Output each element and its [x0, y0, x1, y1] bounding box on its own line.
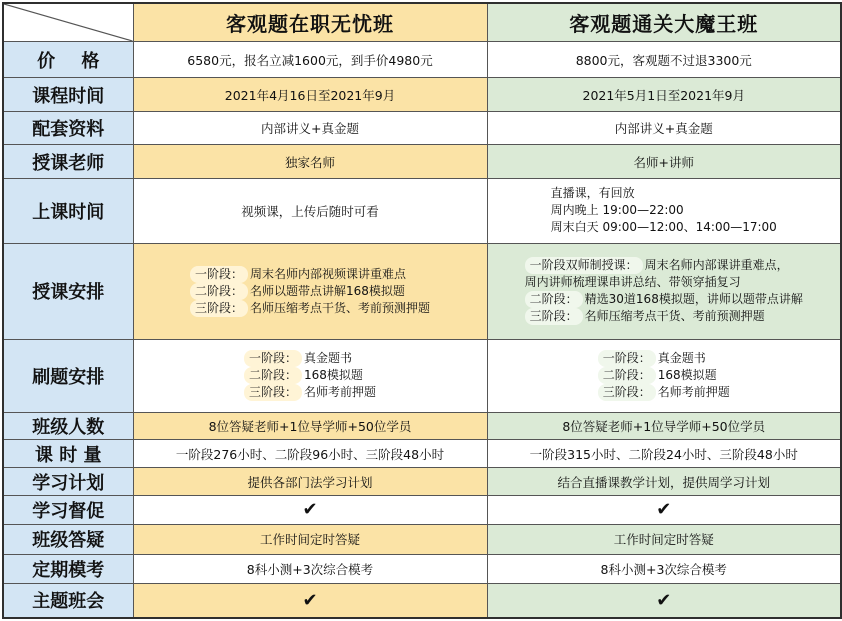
row-arrangement [3, 243, 841, 339]
row-label-materials: 配套资料 [3, 111, 133, 144]
stage-tag: 二阶段： [244, 367, 302, 384]
stage-tag: 三阶段： [525, 308, 583, 325]
hours-col1: 一阶段276小时、二阶段96小时、三阶段48小时 [133, 440, 487, 468]
row-label-price: 价 格 [3, 42, 133, 78]
schedule-line: 直播课，有回放 [550, 186, 635, 201]
practice-item: 一阶段： 真金题书 [598, 350, 730, 367]
corner-cell [3, 3, 133, 42]
row-supervision [3, 495, 841, 524]
stage-tag: 三阶段： [190, 300, 248, 317]
study-plan-col2: 结合直播课教学计划，提供周学习计划 [487, 468, 841, 495]
row-label-schedule: 上课时间 [3, 178, 133, 243]
stage-tag: 一阶段： [190, 266, 248, 283]
exams-col1: 8科小测+3次综合模考 [133, 554, 487, 583]
price-col1: 6580元，报名立减1600元，到手价4980元 [133, 42, 487, 78]
practice-item: 三阶段： 名师考前押题 [244, 384, 376, 401]
hours-col2: 一阶段315小时、二阶段24小时、三阶段48小时 [487, 440, 841, 468]
stage-tag: 一阶段： [598, 350, 656, 367]
qa-col1: 工作时间定时答疑 [133, 525, 487, 554]
stage-tag: 三阶段： [598, 384, 656, 401]
schedule-line: 周末白天 09:00—12:00、14:00—17:00 [550, 220, 777, 235]
header-row [3, 3, 841, 42]
schedule-col2 [487, 178, 841, 243]
row-meeting [3, 583, 841, 618]
stage-tag: 二阶段： [598, 367, 656, 384]
row-materials [3, 111, 841, 144]
row-qa [3, 525, 841, 554]
row-label-meeting: 主题班会 [3, 583, 133, 618]
study-plan-col1: 提供各部门法学习计划 [133, 468, 487, 495]
class-size-col1: 8位答疑老师+1位导学师+50位学员 [133, 412, 487, 439]
practice-item: 一阶段： 真金题书 [244, 350, 376, 367]
checkmark-icon: ✔ [133, 495, 487, 524]
row-study-plan [3, 468, 841, 495]
course-comparison-table [2, 2, 842, 619]
qa-col2: 工作时间定时答疑 [487, 525, 841, 554]
schedule-col1: 视频课，上传后随时可看 [133, 178, 487, 243]
stage-tag: 三阶段： [244, 384, 302, 401]
stage-tag: 二阶段： [190, 283, 248, 300]
arrangement-item: 一阶段双师制授课： 周末名师内部课讲重难点， [525, 257, 803, 274]
row-label-supervision: 学习督促 [3, 495, 133, 524]
checkmark-icon: ✔ [487, 495, 841, 524]
row-schedule [3, 178, 841, 243]
row-label-class-size: 班级人数 [3, 412, 133, 439]
checkmark-icon: ✔ [487, 583, 841, 618]
row-price [3, 42, 841, 78]
header-col1: 客观题在职无忧班 [133, 3, 487, 42]
arrangement-col2 [487, 243, 841, 339]
row-label-exams: 定期模考 [3, 554, 133, 583]
exams-col2: 8科小测+3次综合模考 [487, 554, 841, 583]
teachers-col1: 独家名师 [133, 145, 487, 178]
period-col2: 2021年5月1日至2021年9月 [487, 78, 841, 111]
schedule-line: 周内晚上 19:00—22:00 [550, 203, 684, 218]
arrangement-item: 三阶段： 名师压缩考点干货、考前预测押题 [525, 308, 803, 325]
arrangement-item: 三阶段： 名师压缩考点干货、考前预测押题 [190, 300, 430, 317]
teachers-col2: 名师+讲师 [487, 145, 841, 178]
class-size-col2: 8位答疑老师+1位导学师+50位学员 [487, 412, 841, 439]
materials-col1: 内部讲义+真金题 [133, 111, 487, 144]
arrangement-item: 二阶段： 名师以题带点讲解168模拟题 [190, 283, 430, 300]
stage-tag: 一阶段： [244, 350, 302, 367]
row-label-period: 课程时间 [3, 78, 133, 111]
row-label-teachers: 授课老师 [3, 145, 133, 178]
row-label-study-plan: 学习计划 [3, 468, 133, 495]
checkmark-icon: ✔ [133, 583, 487, 618]
row-class-size [3, 412, 841, 439]
row-period [3, 78, 841, 111]
price-col2: 8800元，客观题不过退3300元 [487, 42, 841, 78]
stage-tag: 一阶段双师制授课： [525, 257, 643, 274]
diagonal-divider [4, 4, 133, 41]
practice-item: 二阶段： 168模拟题 [244, 367, 376, 384]
practice-col1 [133, 339, 487, 412]
arrangement-item: 周内讲师梳理课串讲总结、带领穿插复习 [524, 275, 741, 290]
row-label-practice: 刷题安排 [3, 339, 133, 412]
schedule-col2-block [551, 185, 777, 236]
row-practice [3, 339, 841, 412]
arrangement-item: 一阶段： 周末名师内部视频课讲重难点 [190, 266, 430, 283]
row-hours [3, 440, 841, 468]
period-col1: 2021年4月16日至2021年9月 [133, 78, 487, 111]
header-col2: 客观题通关大魔王班 [487, 3, 841, 42]
practice-item: 二阶段： 168模拟题 [598, 367, 730, 384]
stage-tag: 二阶段： [525, 291, 583, 308]
arrangement-item: 二阶段： 精选30道168模拟题，讲师以题带点讲解 [525, 291, 803, 308]
row-teachers [3, 145, 841, 178]
practice-col2 [487, 339, 841, 412]
materials-col2: 内部讲义+真金题 [487, 111, 841, 144]
row-label-arrangement: 授课安排 [3, 243, 133, 339]
row-label-hours: 课 时 量 [3, 440, 133, 468]
practice-item: 三阶段： 名师考前押题 [598, 384, 730, 401]
arrangement-col1 [133, 243, 487, 339]
row-label-qa: 班级答疑 [3, 525, 133, 554]
row-exams [3, 554, 841, 583]
